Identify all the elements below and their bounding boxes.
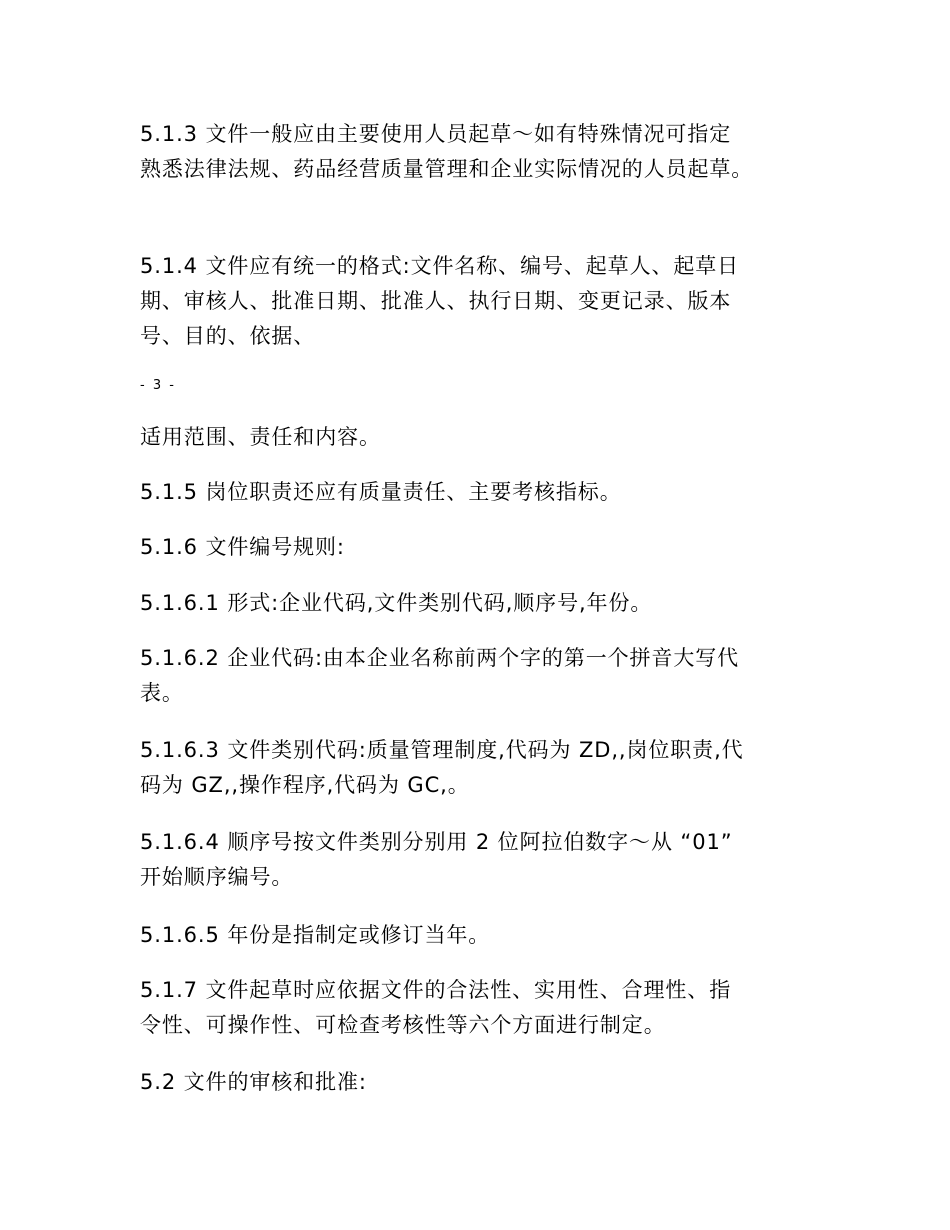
paragraph-line: 5.2 文件的审核和批准: <box>140 1070 367 1094</box>
paragraph-line: 5.1.5 岗位职责还应有质量责任、主要考核指标。 <box>140 480 622 504</box>
paragraph-5-1-6-4 <box>140 825 820 895</box>
paragraph-line: 5.1.6.3 文件类别代码:质量管理制度,代码为 ZD,,岗位职责,代 <box>140 738 744 762</box>
paragraph-5-1-6-2 <box>140 641 820 711</box>
paragraph-5-1-4 <box>140 249 820 354</box>
paragraph-line: 令性、可操作性、可检查考核性等六个方面进行制定。 <box>140 1013 666 1037</box>
paragraph-5-1-3 <box>140 117 820 187</box>
paragraph-line: 5.1.6.4 顺序号按文件类别分别用 2 位阿拉伯数字～从 “01” <box>140 830 733 854</box>
paragraph-line: 开始顺序编号。 <box>140 865 294 889</box>
paragraph-line: 5.1.6.5 年份是指制定或修订当年。 <box>140 923 491 947</box>
paragraph-line: 5.1.6.1 形式:企业代码,文件类别代码,顺序号,年份。 <box>140 591 653 615</box>
paragraph-5-1-7 <box>140 973 820 1043</box>
paragraph-line: 号、目的、依据、 <box>140 324 316 348</box>
paragraph-line: 5.1.7 文件起草时应依据文件的合法性、实用性、合理性、指 <box>140 978 732 1002</box>
paragraph-5-1-6 <box>140 530 820 565</box>
paragraph-line: 5.1.6.2 企业代码:由本企业名称前两个字的第一个拼音大写代 <box>140 646 740 670</box>
paragraph-line: 适用范围、责任和内容。 <box>140 425 381 449</box>
paragraph-5-1-6-5 <box>140 918 820 953</box>
paragraph-continued <box>140 420 820 455</box>
paragraph-line: 期、审核人、批准日期、批准人、执行日期、变更记录、版本 <box>140 289 732 313</box>
paragraph-line: 熟悉法律法规、药品经营质量管理和企业实际情况的人员起草。 <box>140 157 754 181</box>
paragraph-5-1-6-3 <box>140 733 820 803</box>
paragraph-5-1-6-1 <box>140 586 820 621</box>
paragraph-line: 5.1.3 文件一般应由主要使用人员起草～如有特殊情况可指定 <box>140 122 732 146</box>
paragraph-line: 表。 <box>140 681 184 705</box>
paragraph-line: 码为 GZ,,操作程序,代码为 GC,。 <box>140 773 470 797</box>
paragraph-line: 5.1.4 文件应有统一的格式:文件名称、编号、起草人、起草日 <box>140 254 740 278</box>
page-number: - 3 - <box>140 378 176 393</box>
paragraph-5-1-5 <box>140 475 820 510</box>
paragraph-5-2 <box>140 1065 820 1100</box>
paragraph-line: 5.1.6 文件编号规则: <box>140 535 345 559</box>
